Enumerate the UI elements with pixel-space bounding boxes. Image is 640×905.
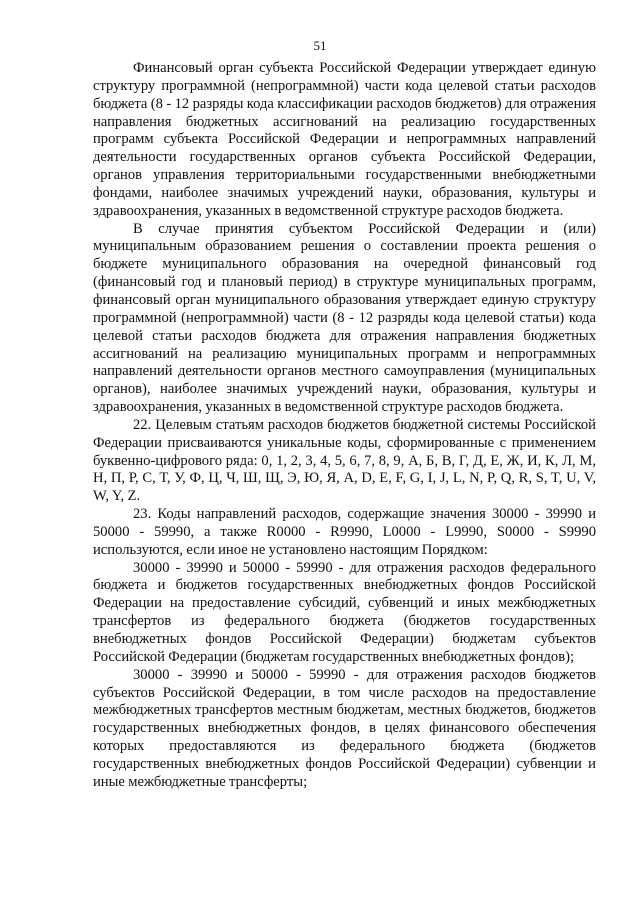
paragraph-municipal-budget: В случае принятия субъектом Российской Федерации и (или) муниципальным образованием решения о составлении проекта решения о бюджете муниципального образования на очередной финансовый год (финансовый год и плановый период) в структуре муниципальных программ, финансовый орган муниципального образования утверждает единую структуру программной (непрограммной) части (8 - 12 разряды кода целевой статьи) кода целевой статьи расходов бюджета для отражения направления бюджетных ассигнований на реализацию муниципальных программ и непрограммных направлений деятельности органов местного самоуправления (муниципальных органов), наиболее значимых учреждений науки, образования, культуры и здравоохранения, указанных в ведомственной структуре расходов бюджета. <box>93 220 596 416</box>
paragraph-federal-transfers: 30000 - 39990 и 50000 - 59990 - для отражения расходов федерального бюджета и бюджетов государственных внебюджетных фондов Российской Федерации на предоставление субсидий, субвенций и иных межбюджетных трансфертов из федерального бюджета (бюджетов государственных внебюджетных фондов Российской Федерации) бюджетам субъектов Российской Федерации (бюджетам государственных внебюджетных фондов); <box>93 559 596 665</box>
paragraph-item-22: 22. Целевым статьям расходов бюджетов бюджетной системы Российской Федерации присваиваются уникальные коды, сформированные с применением буквенно-цифрового ряда: 0, 1, 2, 3, 4, 5, 6, 7, 8, 9, А, Б, В, Г, Д, Е, Ж, И, К, Л, М, Н, П, Р, С, Т, У, Ф, Ц, Ч, Ш, Щ, Э, Ю, Я, A, D, E, F, G, I, J, L, N, P, Q, R, S, T, U, V, W, Y, Z. <box>93 416 596 505</box>
page-number: 51 <box>313 38 327 53</box>
document-body <box>93 60 596 792</box>
paragraph-structure-approval: Финансовый орган субъекта Российской Федерации утверждает единую структуру программной (непрограммной) части кода целевой статьи расходов бюджета (8 - 12 разряды кода классификации расходов бюджетов) для отражения направления бюджетных ассигнований на реализацию государственных программ субъекта Российской Федерации и непрограммных направлений деятельности государственных органов субъекта Российской Федерации, органов управления территориальными государственными внебюджетными фондами, наиболее значимых учреждений науки, образования, культуры и здравоохранения, указанных в ведомственной структуре расходов бюджета. <box>93 60 596 219</box>
paragraph-regional-transfers: 30000 - 39990 и 50000 - 59990 - для отражения расходов бюджетов субъектов Российской Федерации, в том числе расходов на предоставление межбюджетных трансфертов местным бюджетам, местных бюджетов, бюджетов государственных внебюджетных фондов, в целях финансового обеспечения которых предоставляются из федерального бюджета (бюджетов государственных внебюджетных фондов Российской Федерации) субвенции и иные межбюджетные трансферты; <box>93 666 596 790</box>
paragraph-item-23: 23. Коды направлений расходов, содержащие значения 30000 - 39990 и 50000 - 59990, а также R0000 - R9990, L0000 - L9990, S0000 - S9990 используются, если иное не установлено настоящим Порядком: <box>93 506 596 558</box>
